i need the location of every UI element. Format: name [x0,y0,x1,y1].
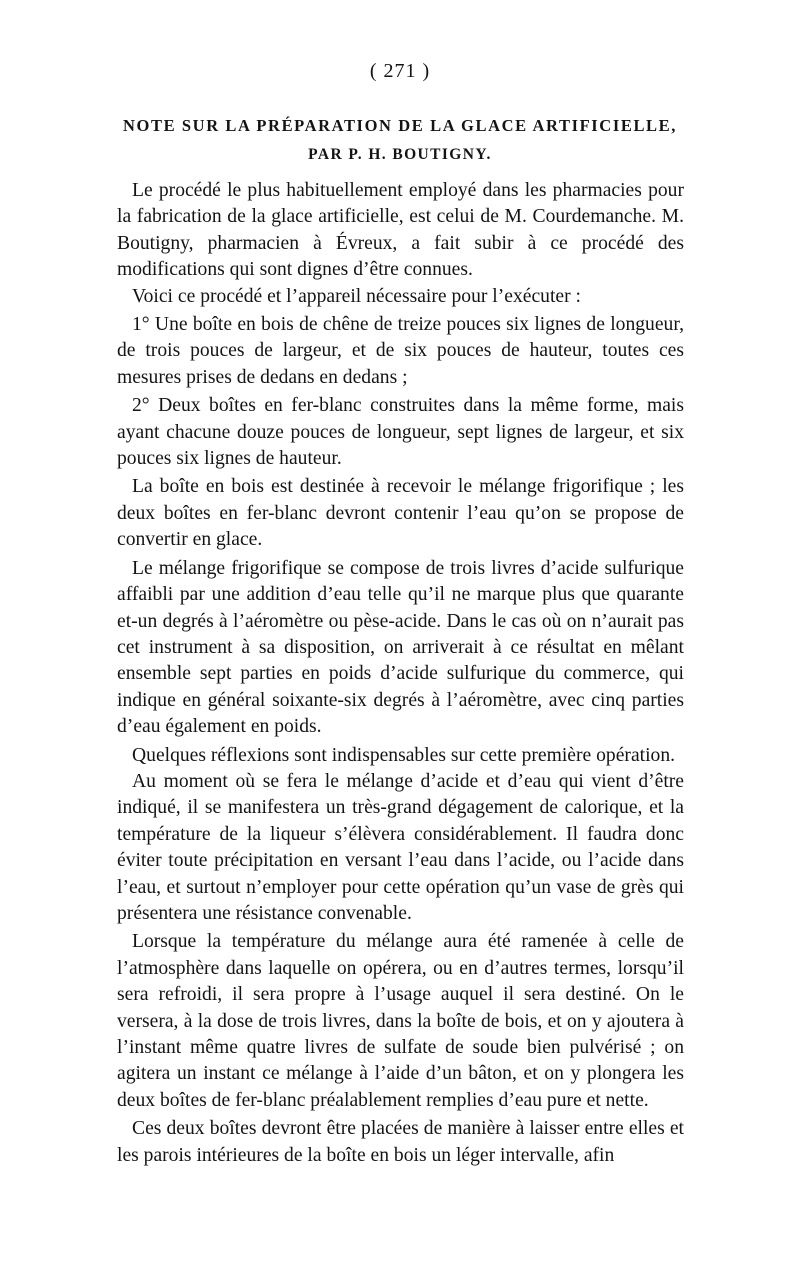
paragraph: Le procédé le plus habituellement employé dans les pharmacies pour la fabrication de la glace artificielle, est celui de M. Courdemanche. M. Boutigny, pharmacien à Évreux, a fait subir à ce procédé des modifications qui sont dignes d’être connues. [117,180,684,281]
article-body [117,178,684,1169]
article-title: NOTE SUR LA PRÉPARATION DE LA GLACE ARTIFICIELLE, [123,116,677,135]
paragraph: Au moment où se fera le mélange d’acide et d’eau qui vient d’être indiqué, il se manifestera un très-grand dégagement de calorique, et la température de la liqueur s’élèvera considérablement. Il faudra donc éviter toute précipitation en versant l’eau dans l’acide, ou l’acide dans l’eau, et surtout n’employer pour cette opération qu’un vase de grès qui présentera une résistance convenable. [117,770,684,924]
paragraph: 1° Une boîte en bois de chêne de treize pouces six lignes de longueur, de trois pouces de largeur, et de six pouces de hauteur, toutes ces mesures prises de dedans en dedans ; [117,314,684,388]
paragraph: Quelques réflexions sont indispensables sur cette première opération. [132,744,676,766]
paragraph: La boîte en bois est destinée à recevoir le mélange frigorifique ; les deux boîtes en fer-blanc devront contenir l’eau qu’on se propose de convertir en glace. [117,476,684,551]
article-author: PAR P. H. BOUTIGNY. [308,146,492,163]
paragraph: Le mélange frigorifique se compose de trois livres d’acide sulfurique affaibli par une addition d’eau telle qu’il ne marque plus que quarante et-un degrés à l’aéromètre ou pèse-acide. Dans le cas où on n’aurait pas cet instrument à sa disposition, on arriverait à ce résultat en mêlant ensemble sept parties en poids d’acide sulfurique du commerce, qui indique en général soixante-six degrés à l’aéromètre, avec cinq parties d’eau également en poids. [117,557,684,738]
paragraph: Ces deux boîtes devront être placées de manière à laisser entre elles et les parois intérieures de la boîte en bois un léger intervalle, afin [117,1118,684,1166]
page-number: ( 271 ) [369,60,431,82]
paragraph: Lorsque la température du mélange aura été ramenée à celle de l’atmosphère dans laquelle on opérera, ou en d’autres termes, lorsqu’il sera refroidi, il sera propre à l’usage auquel il sera destiné. On le versera, à la dose de trois livres, dans la boîte de bois, et on y ajoutera à l’instant même quatre livres de sulfate de soude bien pulvérisé ; on agitera un instant ce mélange à l’aide d’un bâton, et on y plongera les deux boîtes de fer-blanc préalablement remplies d’eau pure et nette. [117,931,684,1111]
paragraph: 2° Deux boîtes en fer-blanc construites dans la même forme, mais ayant chacune douze pouces de longueur, sept lignes de largeur, et six pouces six lignes de hauteur. [117,395,684,470]
paragraph: Voici ce procédé et l’appareil nécessaire pour l’exécuter : [132,285,581,307]
